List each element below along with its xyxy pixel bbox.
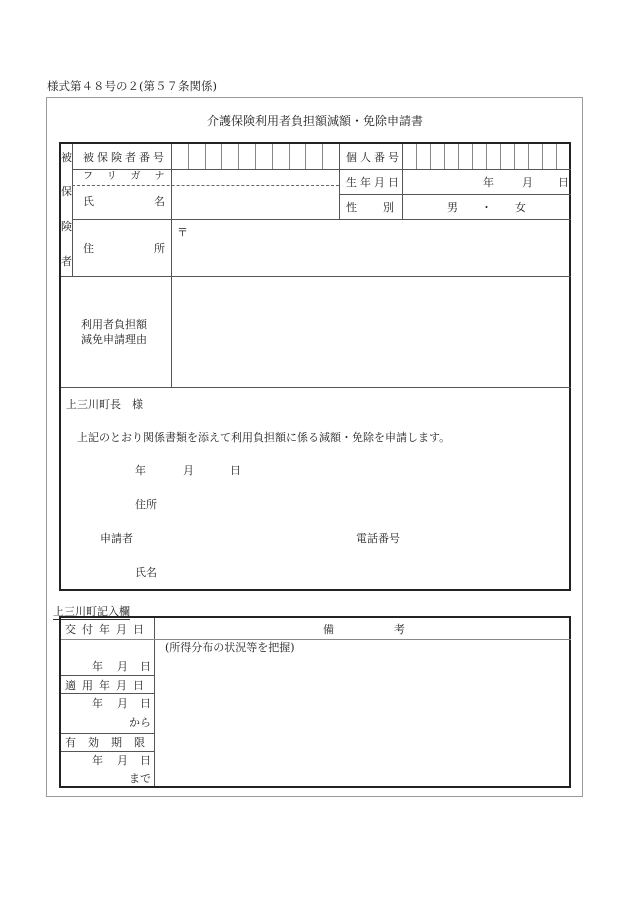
side-label-char: 保 (61, 185, 72, 198)
birthdate-label: 生年月日 (346, 176, 402, 189)
issue-date-month: 月 (117, 660, 128, 673)
sex-separator: ・ (481, 201, 492, 214)
row-divider (61, 675, 154, 676)
application-date-day: 日 (230, 464, 241, 477)
validity-label: 有効期限 (65, 736, 157, 749)
apply-date-day: 日 (140, 697, 151, 710)
insured-number-label: 被保険者番号 (83, 151, 167, 164)
digit-box-divider (458, 144, 459, 169)
digit-box-divider (255, 144, 256, 169)
form-number: 様式第４８号の２(第５７条関係) (47, 79, 217, 93)
applicant-address-label: 住所 (135, 498, 157, 511)
apply-date-year: 年 (92, 697, 103, 710)
addressee: 上三川町長 様 (66, 398, 143, 411)
digit-box-divider (430, 144, 431, 169)
digit-box-divider (500, 144, 501, 169)
birthdate-month-unit: 月 (522, 176, 533, 189)
digit-box-divider (322, 144, 323, 169)
application-date-month: 月 (183, 464, 194, 477)
digit-box-divider (221, 144, 222, 169)
reason-label-line2: 減免申請理由 (81, 333, 147, 346)
from-label: から (129, 716, 151, 729)
sex-label (346, 202, 394, 213)
side-label-char: 者 (61, 255, 72, 268)
issue-date-label: 交付年月日 (65, 623, 150, 636)
until-label: まで (129, 772, 151, 785)
office-use-section-label: 上三川町記入欄 (53, 605, 130, 618)
row-divider (61, 387, 571, 388)
individual-number-field[interactable] (402, 144, 570, 169)
insured-info-table (59, 142, 571, 591)
birthdate-year-unit: 年 (483, 176, 494, 189)
digit-box-divider (514, 144, 515, 169)
digit-box-divider (205, 144, 206, 169)
digit-box-divider (188, 144, 189, 169)
digit-box-divider (556, 144, 557, 169)
application-date-year: 年 (135, 464, 146, 477)
side-label-char: 被 (61, 151, 72, 164)
digit-box-divider (289, 144, 290, 169)
digit-box-divider (272, 144, 273, 169)
remarks-header (323, 624, 405, 635)
furigana-label-text: フリガナ (83, 171, 179, 182)
row-divider (61, 693, 154, 694)
sex-label-char: 性 (346, 201, 357, 214)
postal-mark: 〒 (177, 226, 188, 239)
sex-option-male[interactable]: 男 (447, 201, 458, 214)
application-statement: 上記のとおり関係書類を添えて利用負担額に係る減額・免除を申請します。 (77, 431, 451, 444)
issue-date-year: 年 (92, 660, 103, 673)
digit-box-divider (472, 144, 473, 169)
name-input[interactable] (172, 186, 338, 218)
address-label-char: 住 (83, 242, 94, 255)
digit-box-divider (238, 144, 239, 169)
remarks-header-char: 備 (323, 623, 334, 636)
name-label (83, 196, 165, 207)
validity-date-month: 月 (117, 754, 128, 767)
apply-date-label: 適用年月日 (65, 679, 150, 692)
digit-box-divider (416, 144, 417, 169)
side-label-char: 険 (61, 220, 72, 233)
furigana-input[interactable] (172, 170, 338, 185)
side-column-divider (72, 144, 73, 276)
office-use-table (59, 616, 571, 788)
name-label-char: 名 (154, 195, 165, 208)
digit-box-divider (528, 144, 529, 169)
birthdate-day-unit: 日 (558, 176, 569, 189)
digit-box-divider (305, 144, 306, 169)
furigana-label (83, 171, 179, 182)
applicant-name-label: 氏名 (135, 566, 157, 579)
reason-label-line1: 利用者負担額 (81, 318, 147, 331)
mid-column-divider (339, 144, 340, 219)
address-label (83, 243, 165, 254)
reason-input[interactable] (172, 277, 570, 386)
sex-option-female[interactable]: 女 (515, 201, 526, 214)
remarks-note: (所得分布の状況等を把握) (165, 641, 295, 654)
name-label-char: 氏 (83, 195, 94, 208)
address-input[interactable] (172, 220, 570, 275)
sex-label-char: 別 (383, 201, 394, 214)
apply-date-month: 月 (117, 697, 128, 710)
validity-date-day: 日 (140, 754, 151, 767)
digit-box-divider (542, 144, 543, 169)
issue-date-day: 日 (140, 660, 151, 673)
row-divider (339, 194, 571, 195)
digit-box-divider (486, 144, 487, 169)
form-title: 介護保険利用者負担額減額・免除申請書 (206, 114, 423, 128)
row-divider (61, 733, 154, 734)
validity-date-year: 年 (92, 754, 103, 767)
row-divider (61, 751, 154, 752)
digit-box-divider (444, 144, 445, 169)
address-label-char: 所 (154, 242, 165, 255)
remarks-input[interactable] (155, 640, 569, 784)
applicant-label: 申請者 (100, 532, 133, 545)
phone-label: 電話番号 (356, 532, 400, 545)
insured-number-field[interactable] (171, 144, 339, 169)
individual-number-label: 個人番号 (346, 151, 402, 164)
remarks-header-char: 考 (394, 623, 405, 636)
